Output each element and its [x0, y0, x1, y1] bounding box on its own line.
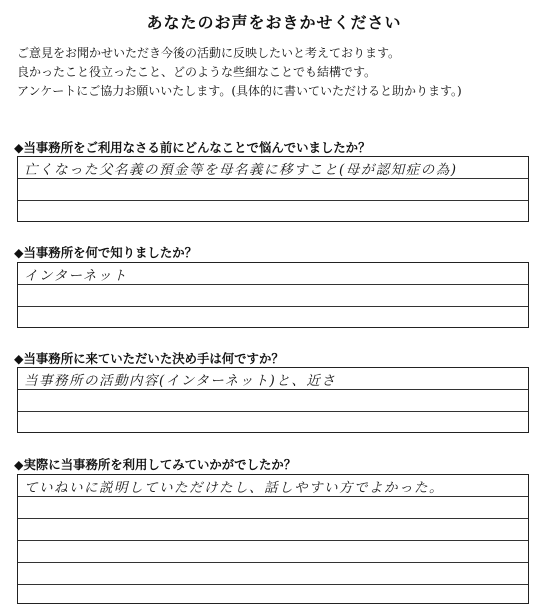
- intro-line: 良かったこと役立ったこと、どのような些細なことでも結構です。: [17, 65, 377, 79]
- answer-2-text: インターネット: [24, 268, 128, 284]
- answer-box-2[interactable]: [17, 262, 529, 328]
- answer-box-3[interactable]: [17, 367, 529, 433]
- answer-line: [18, 563, 528, 585]
- answer-box-1[interactable]: [17, 156, 529, 222]
- answer-box-4[interactable]: [17, 474, 529, 604]
- answer-line: [18, 201, 528, 223]
- question-2-label: ◆当事務所を何で知りましたか？: [14, 245, 197, 260]
- answer-line: [18, 412, 528, 434]
- question-1-label: ◆当事務所をご利用なさる前にどんなことで悩んでいましたか？: [14, 140, 371, 155]
- question-3-label: ◆当事務所に来ていただいた決め手は何ですか？: [14, 351, 284, 366]
- page-title: あなたのお声をおきかせください: [146, 13, 402, 32]
- answer-3-text: 当事務所の活動内容(インターネット)と、近さ: [24, 373, 337, 389]
- answer-4-text: ていねいに説明していただけたし、話しやすい方でよかった。: [24, 480, 444, 496]
- intro-line: アンケートにご協力お願いいたします。(具体的に書いていただけると助かります。): [17, 84, 462, 98]
- answer-line: [18, 390, 528, 412]
- answer-line: [18, 179, 528, 201]
- answer-line: [18, 368, 528, 390]
- answer-line: [18, 157, 528, 179]
- intro-text: [17, 44, 542, 101]
- answer-line: [18, 585, 528, 607]
- answer-line: [18, 541, 528, 563]
- answer-line: [18, 307, 528, 329]
- answer-1-text: 亡くなった父名義の預金等を母名義に移すこと(母が認知症の為): [24, 162, 458, 178]
- answer-line: [18, 519, 528, 541]
- question-4-label: ◆実際に当事務所を利用してみていかがでしたか？: [14, 457, 297, 472]
- answer-line: [18, 497, 528, 519]
- intro-line: ご意見をお聞かせいただき今後の活動に反映したいと考えております。: [17, 46, 401, 60]
- answer-line: [18, 475, 528, 497]
- answer-line: [18, 263, 528, 285]
- answer-line: [18, 285, 528, 307]
